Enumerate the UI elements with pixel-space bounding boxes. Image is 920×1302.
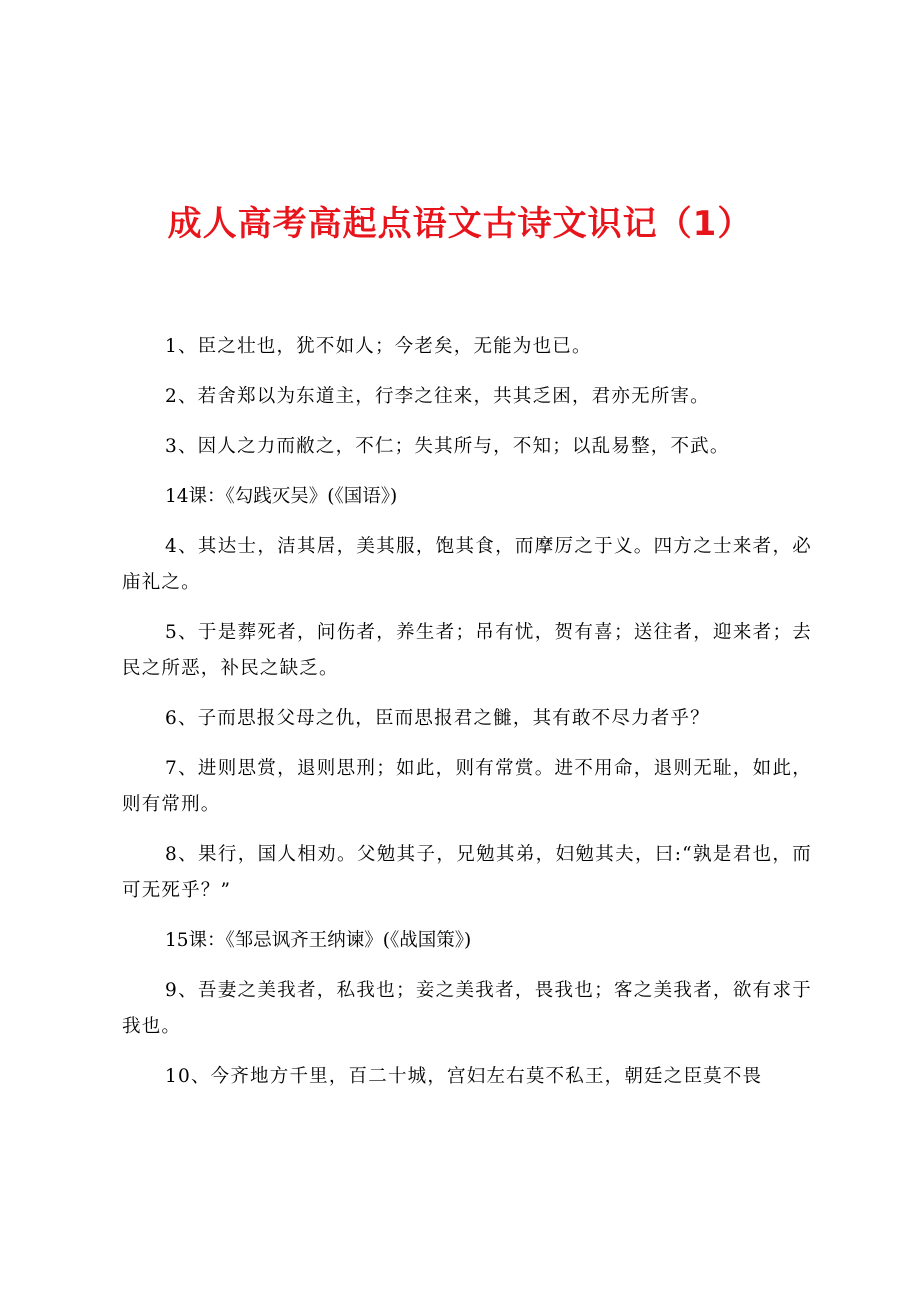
paragraph-2: 2、若舍郑以为东道主，行李之往来，共其乏困，君亦无所害。 — [165, 386, 710, 407]
paragraph-10: 10、今齐地方千里，百二十城，宫妇左右莫不私王，朝廷之臣莫不畏 — [165, 1066, 763, 1087]
paragraph-1: 1、臣之壮也，犹不如人；今老矣，无能为也已。 — [165, 336, 592, 357]
document-body — [122, 329, 812, 1109]
paragraph-5: 5、于是葬死者，问伤者，养生者；吊有忧，贺有喜；送往者，迎来者；去民之所恶，补民之缺乏。 — [122, 622, 812, 679]
paragraph-3: 3、因人之力而敝之，不仁；失其所与，不知；以乱易整，不武。 — [165, 436, 730, 457]
lesson-14-heading: 14课：《勾践灭吴》(《国语》) — [165, 486, 398, 507]
document-title: 成人高考高起点语文古诗文识记（1） — [167, 204, 753, 244]
paragraph-4: 4、其达士，洁其居，美其服，饱其食，而摩厉之于义。四方之士来者，必庙礼之。 — [122, 536, 812, 593]
lesson-15-heading: 15课：《邹忌讽齐王纳谏》(《战国策》) — [165, 930, 472, 951]
paragraph-9: 9、吾妻之美我者，私我也；妾之美我者，畏我也；客之美我者，欲有求于我也。 — [122, 980, 812, 1037]
paragraph-7: 7、进则思赏，退则思刑；如此，则有常赏。进不用命，退则无耻，如此，则有常刑。 — [122, 758, 812, 815]
paragraph-8: 8、果行，国人相劝。父勉其子，兄勉其弟，妇勉其夫，曰:“孰是君也，而可无死乎？” — [122, 844, 812, 901]
paragraph-6: 6、子而思报父母之仇，臣而思报君之雠，其有敢不尽力者乎？ — [165, 708, 710, 729]
